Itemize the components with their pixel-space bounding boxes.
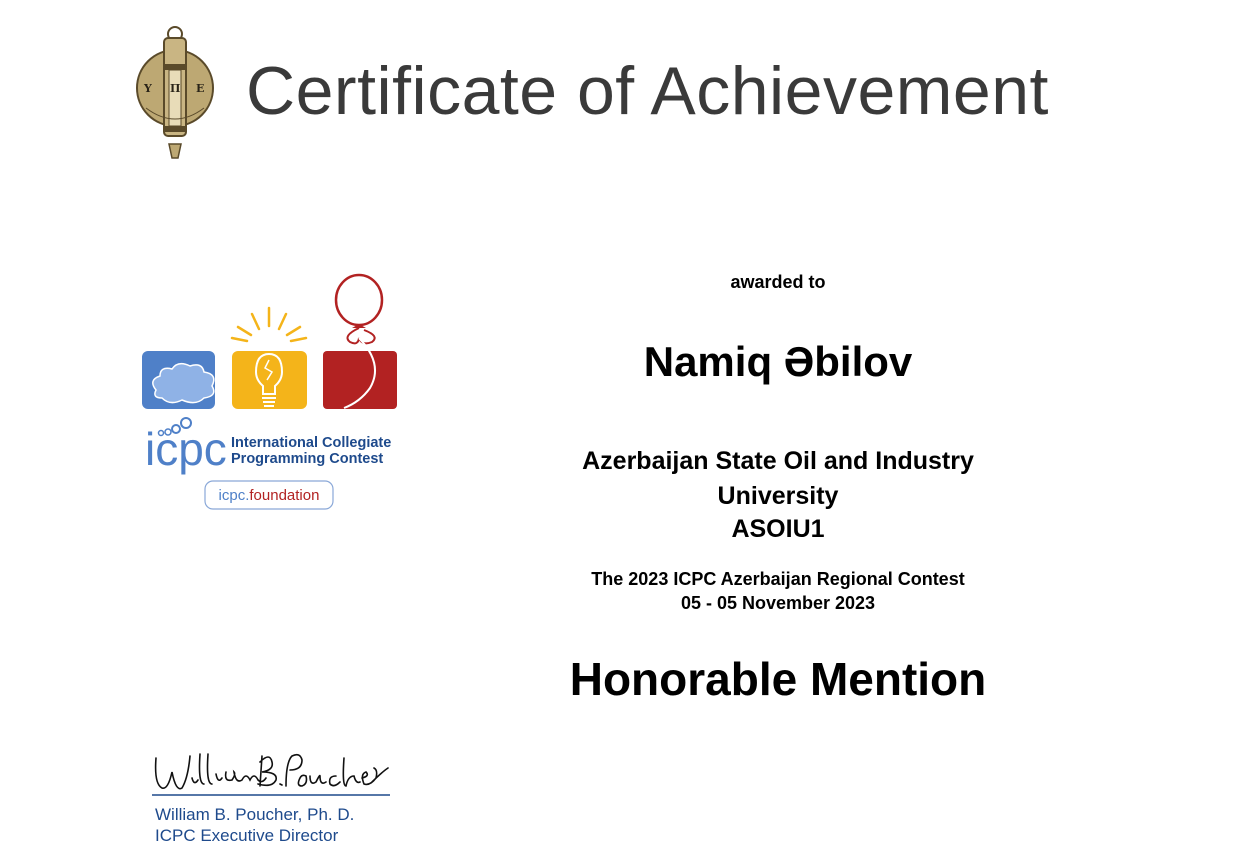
icpc-logo-icon	[138, 272, 402, 516]
signer-title: ICPC Executive Director	[155, 826, 339, 845]
upe-seal-letter-e: Ε	[196, 82, 205, 95]
icpc-name-line2: Programming Contest	[231, 451, 384, 467]
awarded-to-label: awarded to	[730, 272, 826, 292]
institution-name: Azerbaijan State Oil and Industry University	[582, 447, 974, 510]
recipient-name: Namiq Əbilov	[643, 338, 913, 385]
page-title: Certificate of Achievement	[246, 53, 1049, 129]
icpc-balloon-block	[323, 351, 397, 409]
icpc-name-line1: International Collegiate	[231, 435, 392, 451]
team-name: ASOIU1	[731, 515, 825, 543]
foundation-label: icpc.foundation	[218, 487, 320, 504]
upe-seal-icon	[134, 24, 216, 164]
upe-seal-letter-u: Υ	[144, 82, 152, 95]
icpc-bulb-block	[232, 351, 307, 409]
icpc-wordmark: icpc	[145, 423, 227, 475]
award-level: Honorable Mention	[569, 653, 987, 705]
signature-icon	[150, 748, 392, 802]
signer-name: William B. Poucher, Ph. D.	[155, 805, 355, 824]
upe-seal-letter-p: Π	[170, 82, 181, 95]
contest-dates: 05 - 05 November 2023	[680, 593, 876, 613]
contest-name: The 2023 ICPC Azerbaijan Regional Contest	[591, 569, 965, 589]
